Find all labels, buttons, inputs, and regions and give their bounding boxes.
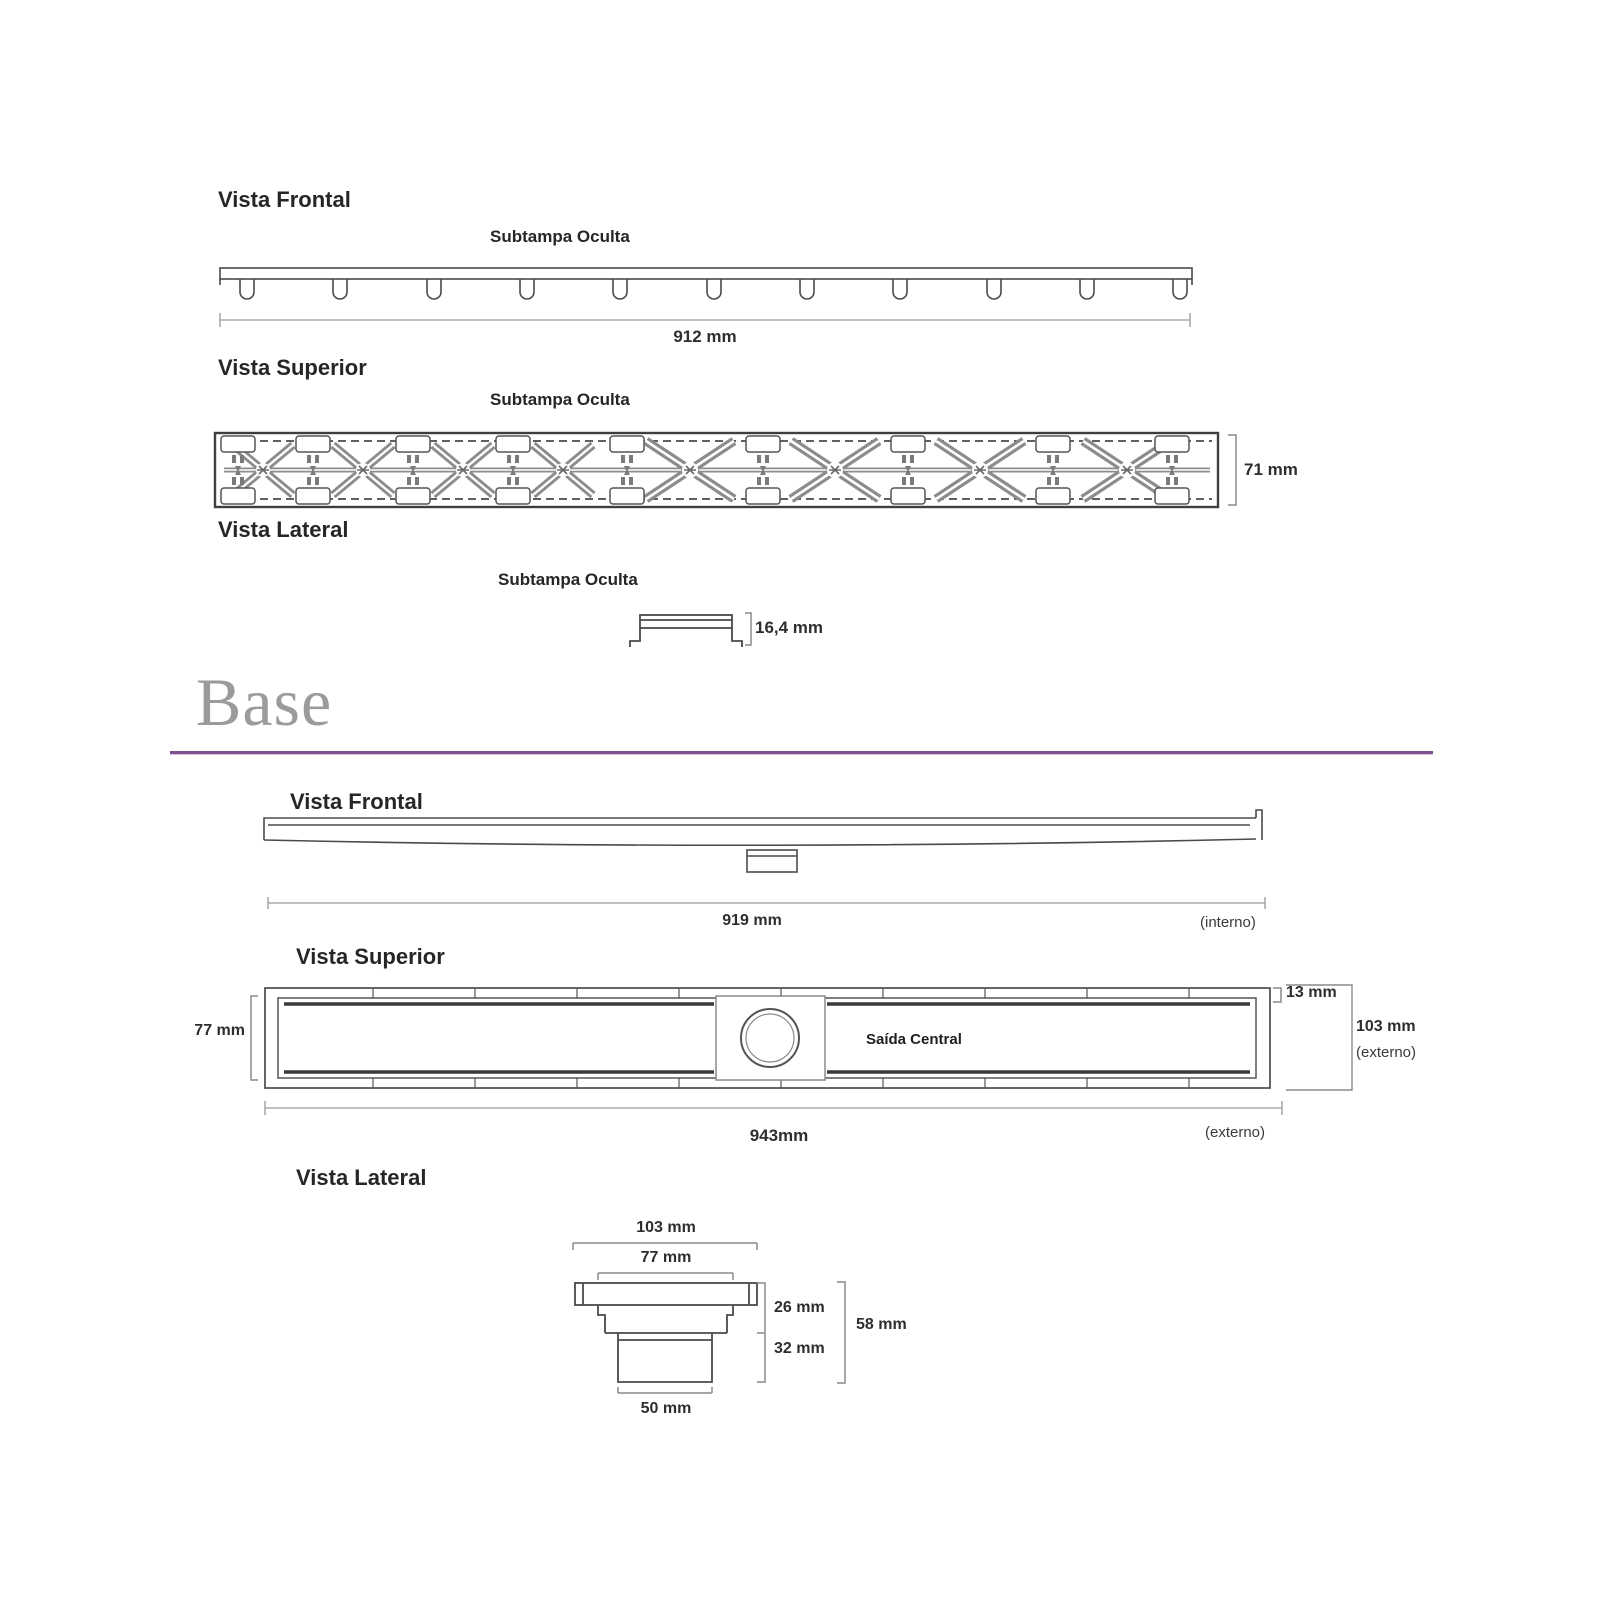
lip-dimension-bracket [1273,988,1281,1002]
base-length-dimension: 943mm [749,1126,809,1145]
base-section-title: Base [196,664,333,740]
subtampa-width-dimension-line [220,313,1190,327]
base-superior-length-dimension-line [265,1101,1282,1115]
base-frontal-width-qualifier: (interno) [1200,914,1256,931]
subtampa-lateral-dimension-bracket [745,613,751,645]
subtampa-lateral-heading: Vista Lateral [218,517,349,542]
subtampa-lateral-drawing [630,613,751,647]
base-outer-height-dimension: 103 mm [1356,1018,1416,1035]
base-lip-dimension: 13 mm [1286,984,1337,1001]
base-length-qualifier: (externo) [1205,1124,1266,1141]
base-frontal-dimension-line [268,897,1265,909]
subtampa-frontal-drawing [220,268,1192,327]
subtampa-superior-drawing [215,433,1236,507]
subtampa-superior-part-label: Subtampa Oculta [490,390,630,409]
base-lateral-total-height-dimension: 58 mm [856,1316,907,1333]
base-lateral-heading: Vista Lateral [296,1165,427,1190]
subtampa-height-dimension: 71 mm [1244,460,1298,479]
base-outer-height-qualifier: (externo) [1356,1044,1417,1061]
base-lateral-lower-height-dimension: 32 mm [774,1340,825,1357]
inner-width-bracket [251,996,258,1080]
base-frontal-width-dimension: 919 mm [722,912,782,929]
subtampa-frontal-part-label: Subtampa Oculta [490,227,630,246]
subtampa-frontal-heading: Vista Frontal [218,187,351,212]
subtampa-lateral-part-label: Subtampa Oculta [498,570,638,589]
base-frontal-heading: Vista Frontal [290,789,423,814]
subtampa-superior-heading: Vista Superior [218,355,367,380]
section-divider-rule [170,751,1433,754]
base-lateral-top-width-dimension: 103 mm [636,1219,696,1236]
base-lateral-upper-height-dimension: 26 mm [774,1299,825,1316]
central-outlet-label: Saída Central [866,1031,962,1048]
base-superior-heading: Vista Superior [296,944,445,969]
subtampa-thickness-dimension: 16,4 mm [755,618,824,637]
base-frontal-drawing [264,810,1265,909]
base-inner-width-dimension: 77 mm [194,1022,245,1039]
subtampa-width-dimension: 912 mm [673,327,737,346]
base-lateral-outlet-width-dimension: 50 mm [640,1400,692,1417]
subtampa-height-dimension-bracket [1228,435,1236,505]
base-superior-drawing [251,985,1352,1115]
base-lateral-inner-width-dimension: 77 mm [640,1249,692,1266]
